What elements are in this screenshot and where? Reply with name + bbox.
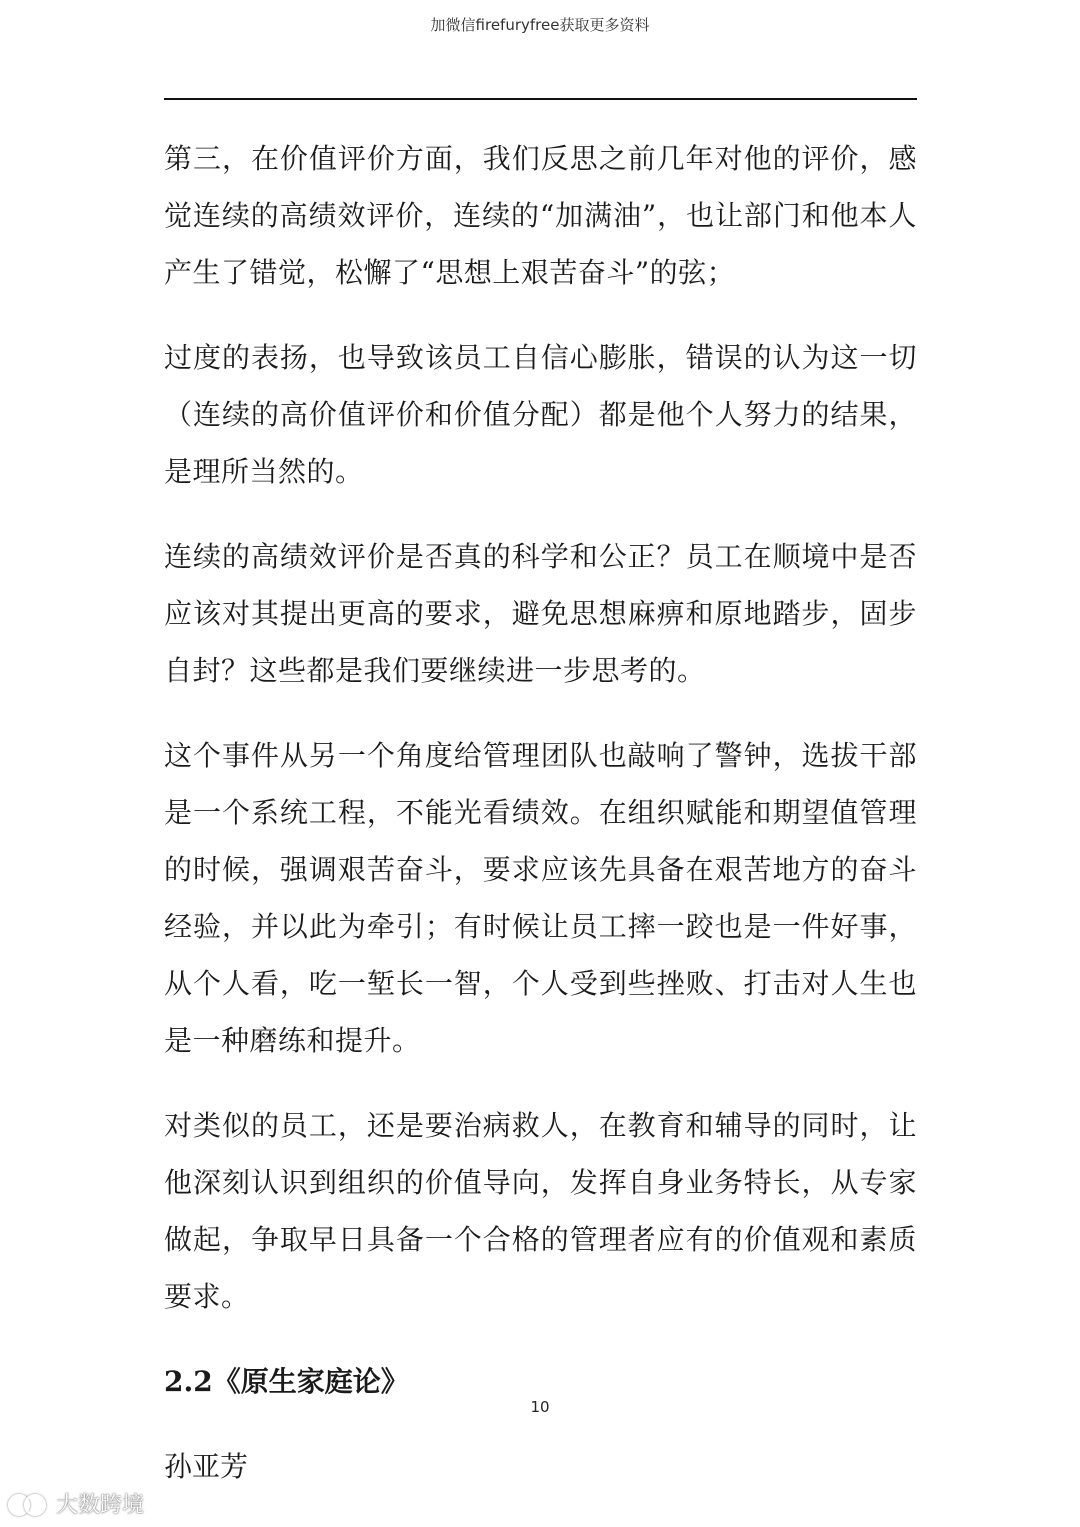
paragraph-5: 对类似的员工，还是要治病救人，在教育和辅导的同时，让他深刻认识到组织的价值导向，发挥自身业务特长，从专家做起，争取早日具备一个合格的管理者应有的价值观和素质要求。 [164,1109,917,1313]
author-name: 孙亚芳 [164,1450,249,1483]
header-note: 加微信firefuryfree获取更多资料 [430,16,650,34]
infinity-logo-icon [6,1491,50,1517]
paragraph-3: 连续的高绩效评价是否真的科学和公正？员工在顺境中是否应该对其提出更高的要求，避免思想麻痹和原地踏步，固步自封？这些都是我们要继续进一步思考的。 [164,540,917,687]
paragraph-1: 第三，在价值评价方面，我们反思之前几年对他的评价，感觉连续的高绩效评价，连续的“加满油”，也让部门和他本人产生了错觉，松懈了“思想上艰苦奋斗”的弦； [164,142,917,289]
paragraph-4: 这个事件从另一个角度给管理团队也敲响了警钟，选拔干部是一个系统工程，不能光看绩效。在组织赋能和期望值管理的时候，强调艰苦奋斗，要求应该先具备在艰苦地方的奋斗经验，并以此为牵引；有时候让员工摔一跤也是一件好事，从个人看，吃一堑长一智，个人受到些挫败、打击对人生也是一种磨练和提升。 [164,739,917,1057]
document-body [164,130,917,1495]
watermark-text: 大数跨境 [56,1493,145,1518]
watermark [6,1488,144,1519]
header-divider [164,98,917,100]
section-heading: 2.2《原生家庭论》 [164,1365,409,1398]
paragraph-2: 过度的表扬，也导致该员工自信心膨胀，错误的认为这一切（连续的高价值评价和价值分配）都是他个人努力的结果，是理所当然的。 [164,341,917,488]
page-number: 10 [530,1398,550,1416]
